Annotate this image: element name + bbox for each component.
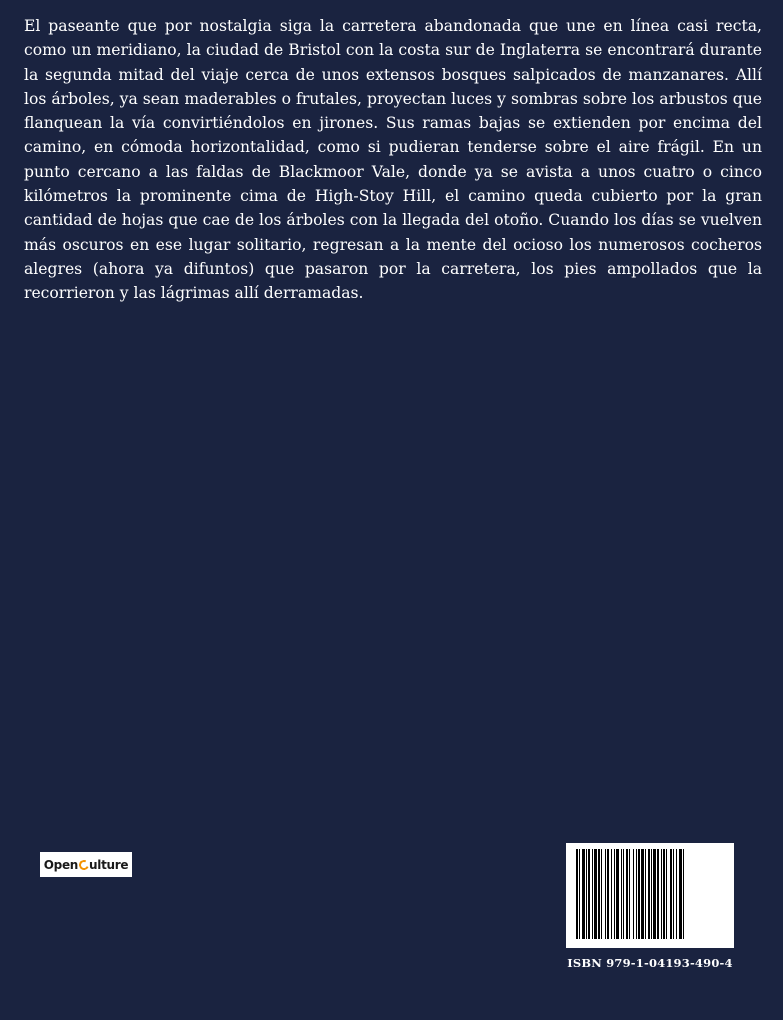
barcode-bar — [629, 849, 630, 939]
barcode-bar — [607, 849, 609, 939]
barcode-bar — [605, 849, 606, 939]
barcode-bar — [598, 849, 600, 939]
barcode-bar — [594, 849, 597, 939]
barcode-bar — [623, 849, 624, 939]
barcode-bar — [592, 849, 593, 939]
logo-text-open: Open — [43, 857, 79, 872]
barcode-bar — [653, 849, 656, 939]
barcode-bar — [663, 849, 665, 939]
barcode-bar — [621, 849, 622, 939]
barcode-bar — [582, 849, 585, 939]
barcode-bar — [616, 849, 619, 939]
barcode-bar — [601, 849, 602, 939]
barcode-bar — [588, 849, 590, 939]
back-cover-blurb: El paseante que por nostalgia siga la carretera abandonada que une en línea casi recta, como un meridiano, la ciudad de Bristol con la costa sur de Inglaterra se encontrará durante la segunda mitad del viaje cerca de unos extensos bosques salpicados de manzanares. Allí los árboles, ya sean maderables o frutales, proyectan luces y sombras sobre los arbustos que flanquean la vía convirtiéndolos en jirones. Sus ramas bajas se extienden por encima del camino, en cómoda horizontalidad, como si pudieran tenderse sobre el aire frágil. En un punto cercano a las faldas de Blackmoor Vale, donde ya se avista a unos cuatro o cinco kilómetros la prominente cima de High-Stoy Hill, el camino queda cubierto por la gran cantidad de hojas que cae de los árboles con la llegada del otoño. Cuando los días se vuelven más oscuros en ese lugar solitario, regresan a la mente del ocioso los numerosos cocheros alegres (ahora ya difuntos) que pasaron por la carretera, los pies ampollados que la recorrieron y las lágrimas allí derramadas. — [24, 17, 762, 303]
barcode-bar — [683, 849, 684, 939]
barcode-bar — [641, 849, 644, 939]
barcode-bar — [579, 849, 580, 939]
barcode-bar — [636, 849, 637, 939]
barcode-bars — [574, 849, 726, 942]
barcode-bar — [679, 849, 682, 939]
barcode-bar — [611, 849, 612, 939]
isbn-label: ISBN 979-1-04193-490-4 — [567, 956, 733, 970]
logo-c-icon — [77, 858, 90, 871]
publisher-logo — [40, 852, 132, 877]
barcode-bar — [614, 849, 615, 939]
barcode-bar — [648, 849, 650, 939]
barcode-bar — [633, 849, 634, 939]
barcode-bar — [676, 849, 677, 939]
barcode-bar — [670, 849, 672, 939]
barcode-bar — [638, 849, 640, 939]
barcode-bar — [666, 849, 667, 939]
barcode-bar — [626, 849, 628, 939]
barcode-bar — [657, 849, 659, 939]
barcode — [566, 843, 734, 948]
barcode-bar — [673, 849, 674, 939]
barcode-bar — [651, 849, 652, 939]
logo-text-culture: ulture — [89, 857, 129, 872]
barcode-bar — [586, 849, 587, 939]
barcode-bar — [645, 849, 646, 939]
barcode-bar — [661, 849, 662, 939]
barcode-bar — [576, 849, 578, 939]
